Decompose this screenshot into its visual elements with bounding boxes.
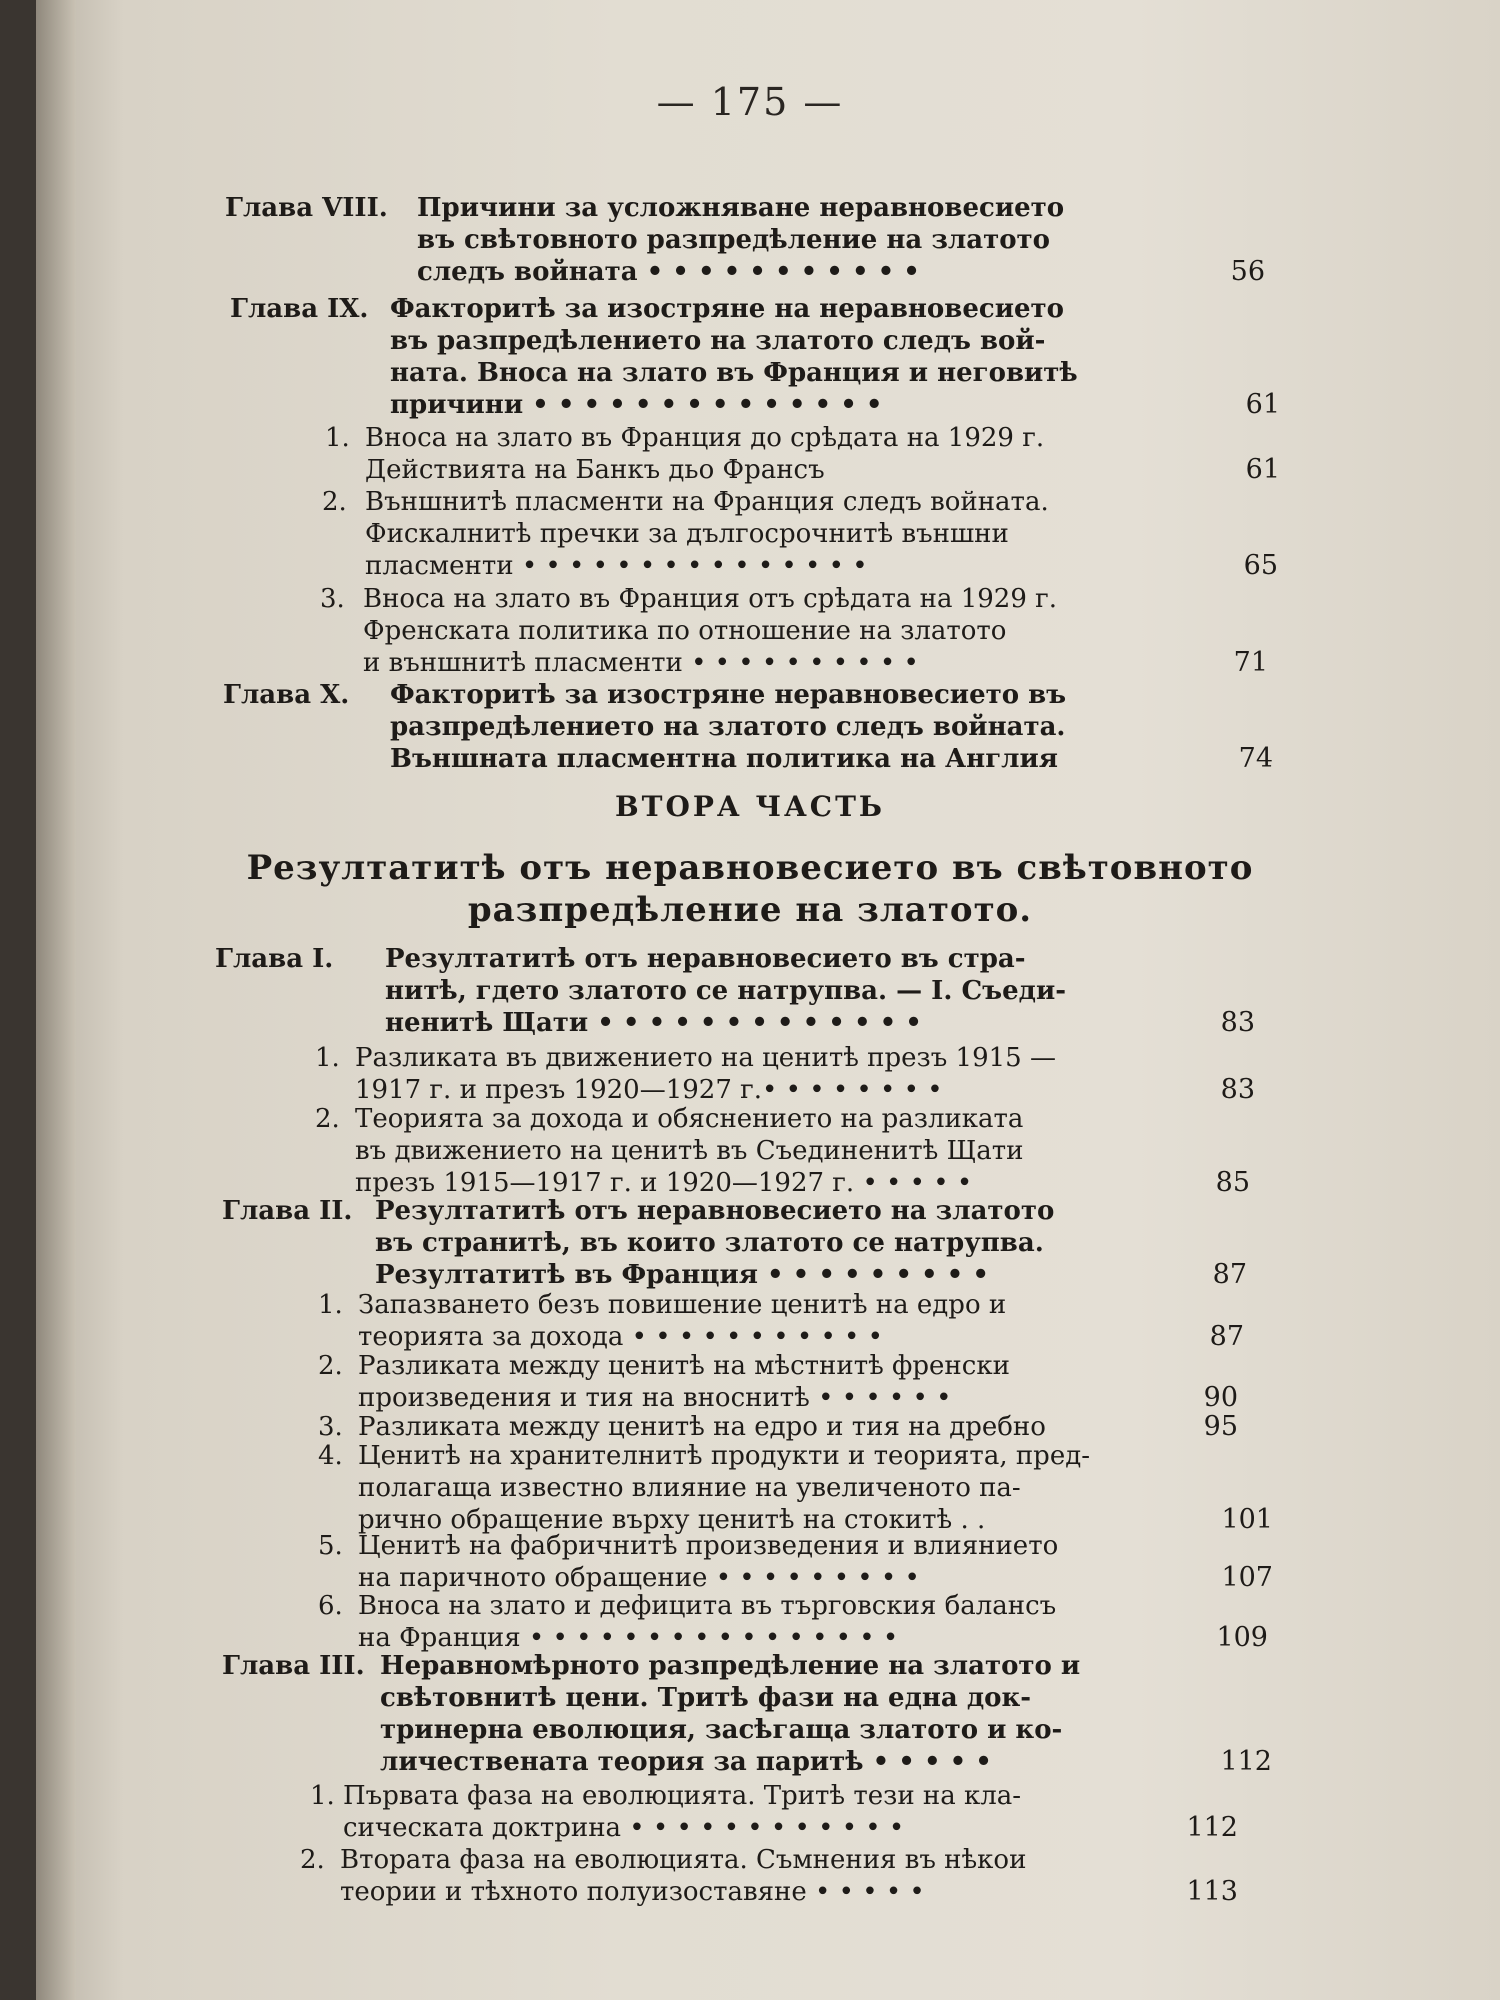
entry-title: Вноса на злато въ Франция до срѣдата на 1929 г. Действията на Банкъ дьо Франсъ (365, 423, 1045, 485)
toc-entry-2-2-3 (318, 1411, 1238, 1443)
toc-entry-chapter-9 (230, 293, 1280, 421)
toc-entry-chapter-2 (222, 1195, 1247, 1291)
toc-entry-1-2 (322, 486, 1278, 582)
entry-page: 65 (1243, 550, 1278, 581)
entry-page: 95 (1203, 1411, 1238, 1442)
entry-page: 83 (1220, 1007, 1255, 1038)
entry-label: Глава IX. (230, 294, 369, 324)
entry-label: 5. (318, 1531, 343, 1561)
entry-page: 101 (1221, 1504, 1273, 1535)
toc-entry-2-2-1 (318, 1289, 1244, 1353)
entry-title: Резултатитѣ отъ неравновесието на златото въ странитѣ, въ които златото се натрупва. Резултатитѣ въ Франция • • • • • • • • • (375, 1196, 1055, 1290)
entry-title: Разликата въ движението на ценитѣ презъ 1915 — 1917 г. и презъ 1920—1927 г.• • • • • • • • (355, 1043, 1056, 1105)
entry-label: Глава X. (223, 680, 350, 710)
entry-label: 1. (310, 1781, 335, 1811)
entry-title: Резултатитѣ отъ неравновесието въ стра- нитѣ, гдето златото се натрупва. — I. Съеди- ненитѣ Щати • • • • • • • • • • • • • (385, 944, 1067, 1038)
entry-title: Външнитѣ пласменти на Франция следъ войната. Фискалнитѣ пречки за дългосрочнитѣ външни пласменти • • • • • • • • • • • • • • • (365, 487, 1049, 581)
entry-page: 61 (1245, 389, 1280, 420)
entry-title: Теорията за дохода и обяснението на разликата въ движението на ценитѣ въ Съединенитѣ Щати презъ 1915—1917 г. и 1920—1927 г. • • • • • (355, 1104, 1024, 1198)
toc-entry-2-3-2 (300, 1844, 1238, 1908)
entry-page: 85 (1215, 1167, 1250, 1198)
entry-page: 56 (1230, 256, 1265, 287)
part-title-line-2: разпредѣление на златото. (467, 890, 1033, 930)
entry-label: 3. (318, 1412, 343, 1442)
entry-title: Ценитѣ на фабричнитѣ произведения и влиянието на паричното обращение • • • • • • • • • (358, 1531, 1059, 1593)
entry-title: Факторитѣ за изостряне на неравновесието въ разпредѣлението на златото следъ вой- ната. Вноса на злато въ Франция и неговитѣ причини • • • • • • • • • • • • • • (390, 294, 1078, 420)
entry-title: Ценитѣ на хранителнитѣ продукти и теорията, пред- полагаща известно влияние на увеличеното па- рично обращение върху ценитѣ на стокитѣ . . (358, 1441, 1090, 1535)
toc-entry-2-2-5 (318, 1530, 1273, 1594)
part-title-line-1: Резултатитѣ отъ неравновесието въ свѣтовното (246, 848, 1254, 888)
entry-label: Глава III. (222, 1651, 365, 1681)
toc-entry-2-2-4 (318, 1440, 1273, 1536)
entry-page: 112 (1220, 1746, 1272, 1777)
entry-label: 3. (320, 584, 345, 614)
entry-label: Глава I. (215, 944, 334, 974)
toc-entry-chapter-8 (225, 192, 1265, 288)
entry-page: 90 (1203, 1382, 1238, 1413)
entry-title: Разликата между ценитѣ на едро и тия на дребно (358, 1412, 1046, 1442)
toc-entry-2-2-6 (318, 1590, 1268, 1654)
entry-label: 1. (318, 1290, 343, 1320)
page-number: — 175 — (656, 80, 844, 124)
entry-label: 2. (318, 1351, 343, 1381)
entry-title: Първата фаза на еволюцията. Тритѣ тези на кла- сическата доктрина • • • • • • • • • • • • (343, 1781, 1022, 1843)
toc-entry-chapter-3 (222, 1650, 1272, 1778)
toc-entry-1-3 (320, 583, 1268, 679)
entry-page: 107 (1221, 1562, 1273, 1593)
entry-title: Вноса на злато въ Франция отъ срѣдата на 1929 г. Френската политика по отношение на златото и външнитѣ пласменти • • • • • • • • • • (363, 584, 1058, 678)
entry-page: 112 (1186, 1812, 1238, 1843)
entry-title: Вноса на злато и дефицита въ търговския балансъ на Франция • • • • • • • • • • • • • • • • (358, 1591, 1057, 1653)
entry-page: 87 (1212, 1259, 1247, 1290)
entry-page: 109 (1216, 1622, 1268, 1653)
part-heading: ВТОРА ЧАСТЬ (614, 790, 886, 823)
entry-label: 1. (315, 1043, 340, 1073)
entry-page: 113 (1186, 1876, 1238, 1907)
toc-entry-2-1-2 (315, 1103, 1250, 1199)
entry-title: Неравномѣрното разпредѣление на златото и свѣтовнитѣ цени. Тритѣ фази на една док- тринерна еволюция, засѣгаща златото и ко- личествената теория за паритѣ • • • • • (380, 1651, 1081, 1777)
entry-title: Разликата между ценитѣ на мѣстнитѣ френски произведения и тия на вноснитѣ • • • • • • (358, 1351, 1010, 1413)
toc-entry-1-1 (325, 422, 1280, 486)
page-gutter (36, 0, 76, 2000)
entry-page: 87 (1209, 1321, 1244, 1352)
entry-page: 61 (1245, 454, 1280, 485)
toc-entry-2-2-2 (318, 1350, 1238, 1414)
toc-entry-2-1-1 (315, 1042, 1255, 1106)
toc-entry-2-3-1 (310, 1780, 1238, 1844)
entry-title: Запазването безъ повишение ценитѣ на едро и теорията за дохода • • • • • • • • • • • (358, 1290, 1007, 1352)
entry-page: 71 (1233, 647, 1268, 678)
entry-label: 6. (318, 1591, 343, 1621)
entry-label: 2. (322, 487, 347, 517)
entry-label: 1. (325, 423, 350, 453)
entry-page: 83 (1220, 1074, 1255, 1105)
entry-label: 2. (300, 1845, 325, 1875)
entry-title: Факторитѣ за изостряне неравновесието въ разпредѣлението на златото следъ войната. Външната пласментна политика на Англия (390, 680, 1067, 774)
entry-label: Глава II. (222, 1196, 353, 1226)
toc-entry-chapter-10 (223, 679, 1273, 775)
entry-page: 74 (1238, 743, 1273, 774)
entry-title: Втората фаза на еволюцията. Съмнения въ нѣкои теории и тѣхното полуизоставяне • • • • • (340, 1845, 1027, 1907)
entry-label: Глава VIII. (225, 193, 388, 223)
entry-label: 4. (318, 1441, 343, 1471)
toc-entry-chapter-1 (215, 943, 1255, 1039)
entry-label: 2. (315, 1104, 340, 1134)
entry-title: Причини за усложняване неравновесието въ свѣтовното разпредѣление на златото следъ войната • • • • • • • • • • • (417, 193, 1065, 287)
